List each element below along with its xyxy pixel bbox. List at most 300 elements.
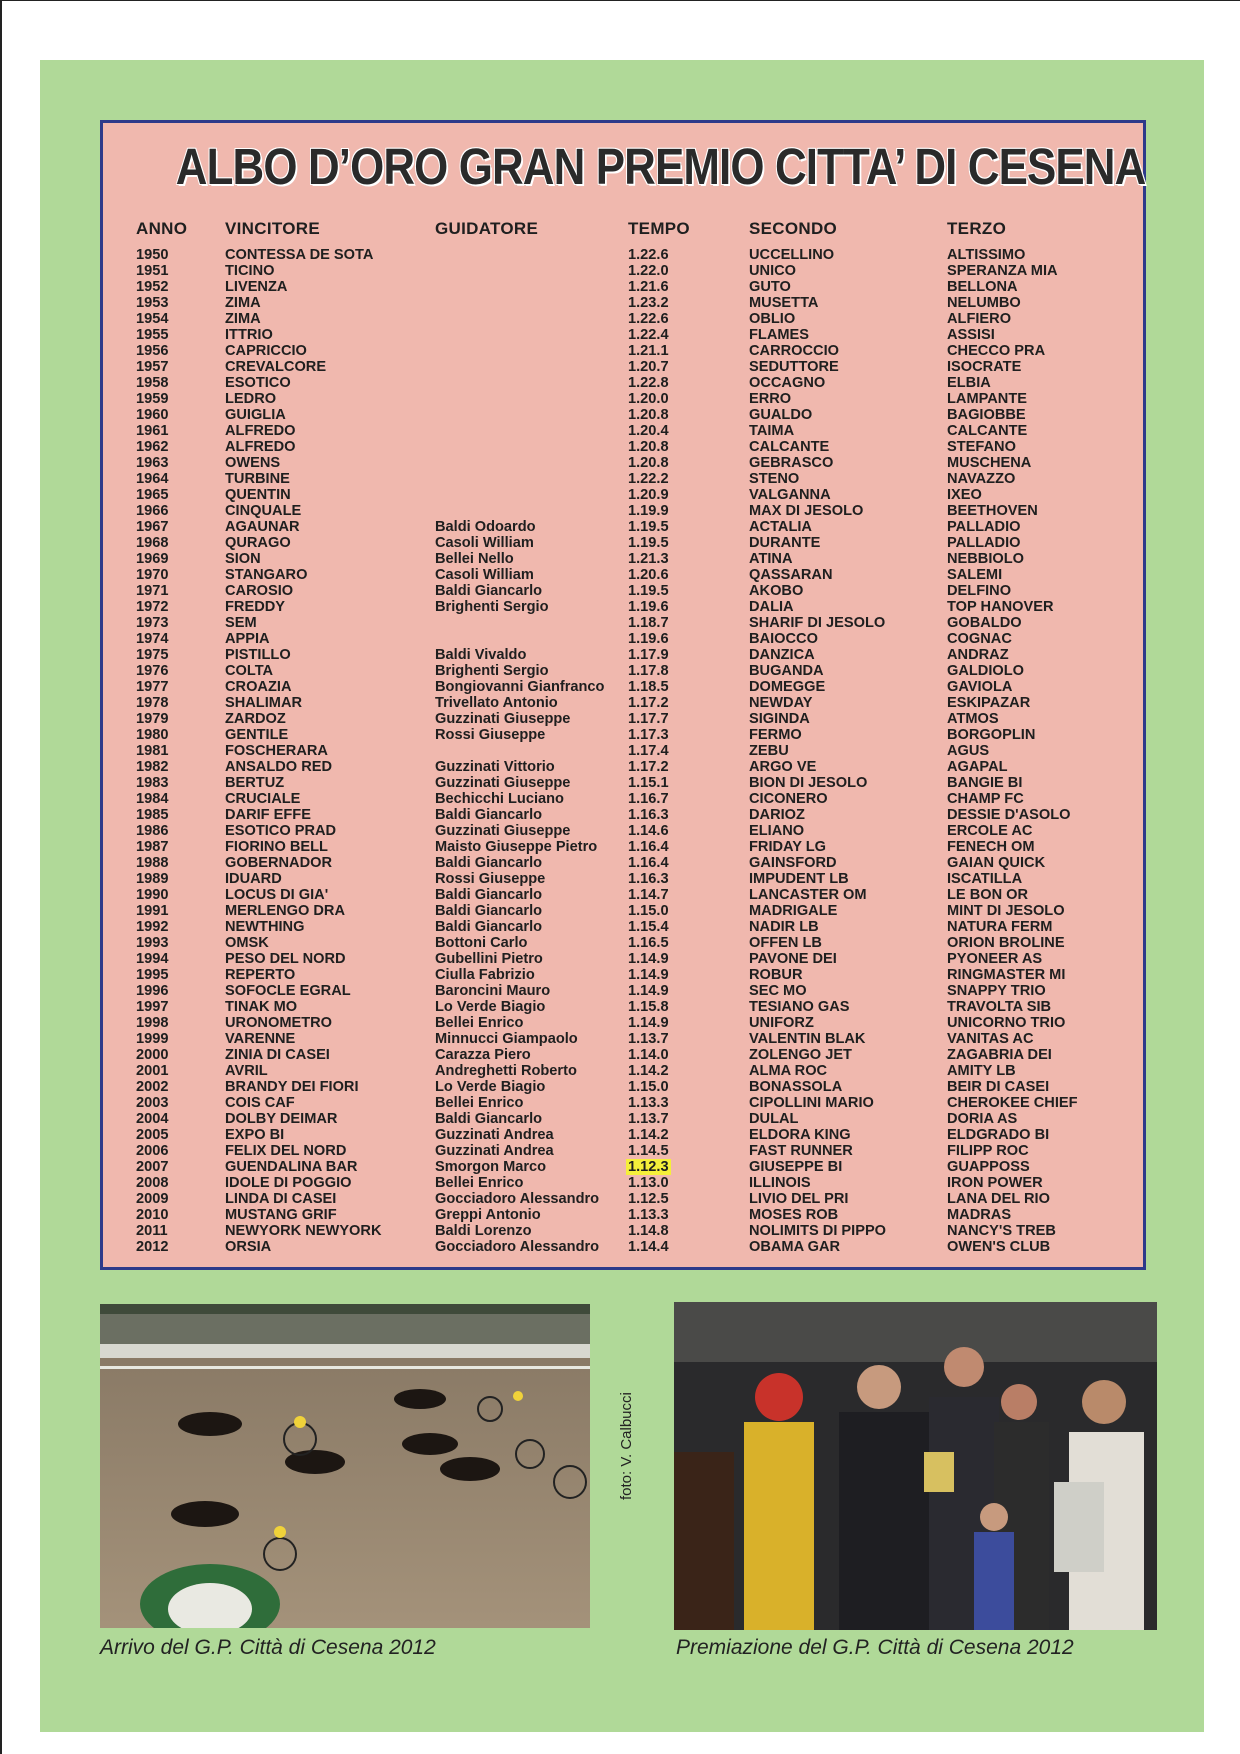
cell-secondo: DANZICA [749, 647, 815, 663]
cell-secondo: SIGINDA [749, 711, 810, 727]
cell-anno: 2012 [136, 1239, 169, 1255]
cell-vincitore: GUIGLIA [225, 407, 286, 423]
photo-credit: foto: V. Calbucci [618, 1392, 635, 1500]
cell-vincitore: ITTRIO [225, 327, 273, 343]
cell-terzo: LAMPANTE [947, 391, 1027, 407]
cell-tempo: 1.17.2 [628, 695, 669, 711]
table-row [103, 311, 1143, 327]
cell-terzo: TRAVOLTA SIB [947, 999, 1052, 1015]
cell-tempo: 1.19.5 [628, 535, 669, 551]
cell-vincitore: SHALIMAR [225, 695, 303, 711]
cell-terzo: SPERANZA MIA [947, 263, 1058, 279]
cell-vincitore: AVRIL [225, 1063, 268, 1079]
cell-anno: 1973 [136, 615, 169, 631]
cell-vincitore: BRANDY DEI FIORI [225, 1079, 359, 1095]
cell-tempo: 1.15.8 [628, 999, 669, 1015]
cell-tempo: 1.13.3 [628, 1207, 669, 1223]
table-row [103, 1015, 1143, 1031]
cell-vincitore: GUENDALINA BAR [225, 1159, 358, 1175]
cell-anno: 1962 [136, 439, 169, 455]
results-table [103, 247, 1143, 1255]
cell-vincitore: STANGARO [225, 567, 308, 583]
cell-terzo: AGAPAL [947, 759, 1008, 775]
cell-secondo: OBAMA GAR [749, 1239, 841, 1255]
cell-secondo: TESIANO GAS [749, 999, 850, 1015]
cell-terzo: GALDIOLO [947, 663, 1025, 679]
cell-guidatore: Baldi Giancarlo [435, 1111, 543, 1127]
cell-guidatore: Bellei Enrico [435, 1175, 524, 1191]
cell-anno: 1951 [136, 263, 169, 279]
table-row [103, 263, 1143, 279]
cell-anno: 2011 [136, 1223, 168, 1239]
table-row [103, 567, 1143, 583]
cell-terzo: ALTISSIMO [947, 247, 1026, 263]
cell-secondo: GUTO [749, 279, 791, 295]
table-row [103, 1143, 1143, 1159]
cell-anno: 1953 [136, 295, 169, 311]
cell-guidatore: Guzzinati Andrea [435, 1127, 554, 1143]
table-row [103, 1127, 1143, 1143]
cell-anno: 1968 [136, 535, 169, 551]
cell-anno: 1988 [136, 855, 169, 871]
cell-tempo: 1.20.8 [628, 455, 669, 471]
cell-vincitore: ALFREDO [225, 423, 296, 439]
cell-secondo: MUSETTA [749, 295, 819, 311]
cell-terzo: UNICORNO TRIO [947, 1015, 1066, 1031]
cell-vincitore: EXPO BI [225, 1127, 285, 1143]
table-row [103, 1175, 1143, 1191]
cell-guidatore: Baldi Giancarlo [435, 919, 543, 935]
cell-tempo: 1.13.7 [628, 1111, 669, 1127]
table-row [103, 455, 1143, 471]
cell-guidatore: Bellei Enrico [435, 1095, 524, 1111]
cell-tempo: 1.15.1 [628, 775, 669, 791]
cell-secondo: CIPOLLINI MARIO [749, 1095, 874, 1111]
table-row [103, 775, 1143, 791]
cell-guidatore: Smorgon Marco [435, 1159, 547, 1175]
cell-terzo: FENECH OM [947, 839, 1035, 855]
cell-vincitore: CREVALCORE [225, 359, 327, 375]
cell-terzo: BAGIOBBE [947, 407, 1026, 423]
cell-vincitore: CONTESSA DE SOTA [225, 247, 374, 263]
cell-secondo: GEBRASCO [749, 455, 834, 471]
cell-tempo: 1.19.5 [628, 583, 669, 599]
cell-guidatore: Greppi Antonio [435, 1207, 541, 1223]
cell-terzo: ISOCRATE [947, 359, 1022, 375]
header-vincitore: VINCITORE [225, 219, 320, 238]
cell-anno: 1992 [136, 919, 169, 935]
cell-terzo: NELUMBO [947, 295, 1021, 311]
cell-terzo: MINT DI JESOLO [947, 903, 1065, 919]
table-row [103, 343, 1143, 359]
cell-anno: 2009 [136, 1191, 169, 1207]
cell-anno: 2002 [136, 1079, 169, 1095]
cell-secondo: ROBUR [749, 967, 803, 983]
table-row [103, 679, 1143, 695]
table-row [103, 855, 1143, 871]
cell-anno: 1990 [136, 887, 169, 903]
cell-guidatore: Guzzinati Giuseppe [435, 711, 571, 727]
cell-tempo: 1.20.9 [628, 487, 669, 503]
cell-terzo: GUAPPOSS [947, 1159, 1030, 1175]
table-row [103, 1159, 1143, 1175]
cell-secondo: ZEBU [749, 743, 789, 759]
cell-tempo: 1.12.5 [628, 1191, 669, 1207]
cell-secondo: BAIOCCO [749, 631, 818, 647]
cell-terzo: BELLONA [947, 279, 1018, 295]
cell-vincitore: GOBERNADOR [225, 855, 333, 871]
cell-terzo: AMITY LB [947, 1063, 1016, 1079]
award-ceremony-photo [674, 1302, 1157, 1630]
cell-terzo: DORIA AS [947, 1111, 1018, 1127]
cell-tempo: 1.17.8 [628, 663, 669, 679]
table-row [103, 727, 1143, 743]
cell-guidatore: Baldi Giancarlo [435, 903, 543, 919]
cell-vincitore: MUSTANG GRIF [225, 1207, 337, 1223]
cell-terzo: FILIPP ROC [947, 1143, 1029, 1159]
cell-anno: 1974 [136, 631, 169, 647]
cell-anno: 1982 [136, 759, 169, 775]
cell-anno: 1976 [136, 663, 169, 679]
cell-terzo: ELBIA [947, 375, 991, 391]
cell-tempo: 1.16.3 [628, 807, 669, 823]
cell-guidatore: Minnucci Giampaolo [435, 1031, 578, 1047]
cell-secondo: MAX DI JESOLO [749, 503, 864, 519]
cell-guidatore: Bottoni Carlo [435, 935, 528, 951]
cell-secondo: FAST RUNNER [749, 1143, 853, 1159]
cell-anno: 2007 [136, 1159, 169, 1175]
cell-anno: 1971 [136, 583, 169, 599]
table-row [103, 951, 1143, 967]
table-row [103, 439, 1143, 455]
cell-tempo: 1.21.1 [628, 343, 669, 359]
cell-terzo: ORION BROLINE [947, 935, 1065, 951]
cell-vincitore: SION [225, 551, 261, 567]
cell-anno: 2003 [136, 1095, 169, 1111]
cell-guidatore: Gocciadoro Alessandro [435, 1239, 600, 1255]
cell-anno: 1952 [136, 279, 169, 295]
cell-tempo: 1.18.7 [628, 615, 669, 631]
cell-vincitore: ZIMA [225, 311, 261, 327]
page-title: ALBO D’ORO GRAN PREMIO CITTA’ DI CESENA [175, 138, 1146, 195]
cell-terzo: MADRAS [947, 1207, 1012, 1223]
cell-secondo: DARIOZ [749, 807, 805, 823]
cell-vincitore: FELIX DEL NORD [225, 1143, 347, 1159]
cell-vincitore: QURAGO [225, 535, 291, 551]
cell-guidatore: Bongiovanni Gianfranco [435, 679, 605, 695]
cell-vincitore: COLTA [225, 663, 274, 679]
cell-guidatore: Guzzinati Vittorio [435, 759, 555, 775]
cell-tempo: 1.17.3 [628, 727, 669, 743]
cell-vincitore: TINAK MO [225, 999, 298, 1015]
cell-anno: 1981 [136, 743, 169, 759]
cell-vincitore: ESOTICO [225, 375, 291, 391]
cell-secondo: BONASSOLA [749, 1079, 843, 1095]
table-row [103, 599, 1143, 615]
cell-anno: 2010 [136, 1207, 169, 1223]
cell-tempo: 1.20.8 [628, 407, 669, 423]
cell-terzo: ANDRAZ [947, 647, 1009, 663]
cell-secondo: ACTALIA [749, 519, 812, 535]
cell-vincitore: ZARDOZ [225, 711, 286, 727]
cell-terzo: DELFINO [947, 583, 1012, 599]
cell-terzo: AGUS [947, 743, 990, 759]
cell-vincitore: DOLBY DEIMAR [225, 1111, 338, 1127]
table-row [103, 423, 1143, 439]
table-row [103, 999, 1143, 1015]
cell-terzo: CHAMP FC [947, 791, 1024, 807]
cell-anno: 1991 [136, 903, 169, 919]
cell-secondo: NEWDAY [749, 695, 813, 711]
cell-tempo: 1.20.6 [628, 567, 669, 583]
cell-vincitore: CAROSIO [225, 583, 294, 599]
cell-guidatore: Casoli William [435, 535, 534, 551]
cell-terzo: GAIAN QUICK [947, 855, 1046, 871]
cell-tempo: 1.14.2 [628, 1127, 669, 1143]
table-row [103, 407, 1143, 423]
cell-tempo: 1.22.8 [628, 375, 669, 391]
cell-tempo: 1.20.7 [628, 359, 669, 375]
cell-tempo: 1.14.9 [628, 951, 669, 967]
cell-secondo: BUGANDA [749, 663, 824, 679]
cell-vincitore: CINQUALE [225, 503, 302, 519]
cell-vincitore: APPIA [225, 631, 270, 647]
cell-vincitore: GENTILE [225, 727, 289, 743]
cell-vincitore: FIORINO BELL [225, 839, 328, 855]
cell-guidatore: Baldi Giancarlo [435, 887, 543, 903]
cell-vincitore: ESOTICO PRAD [225, 823, 337, 839]
cell-secondo: UNIFORZ [749, 1015, 814, 1031]
cell-vincitore: ANSALDO RED [225, 759, 333, 775]
table-row [103, 759, 1143, 775]
table-row [103, 983, 1143, 999]
table-row [103, 375, 1143, 391]
cell-secondo: QASSARAN [749, 567, 833, 583]
cell-tempo: 1.23.2 [628, 295, 669, 311]
cell-secondo: FERMO [749, 727, 802, 743]
cell-guidatore: Baldi Lorenzo [435, 1223, 532, 1239]
cell-anno: 1960 [136, 407, 169, 423]
cell-tempo: 1.17.7 [628, 711, 669, 727]
cell-secondo: DURANTE [749, 535, 821, 551]
cell-secondo: MOSES ROB [749, 1207, 839, 1223]
cell-anno: 1961 [136, 423, 169, 439]
table-row [103, 1095, 1143, 1111]
cell-terzo: IRON POWER [947, 1175, 1043, 1191]
table-row [103, 871, 1143, 887]
cell-guidatore: Trivellato Antonio [435, 695, 558, 711]
table-row [103, 551, 1143, 567]
cell-secondo: FRIDAY LG [749, 839, 827, 855]
table-row [103, 519, 1143, 535]
cell-guidatore: Ciulla Fabrizio [435, 967, 535, 983]
cell-terzo: ELDGRADO BI [947, 1127, 1050, 1143]
cell-vincitore: FOSCHERARA [225, 743, 328, 759]
cell-terzo: NANCY'S TREB [947, 1223, 1056, 1239]
cell-guidatore: Casoli William [435, 567, 534, 583]
cell-anno: 1987 [136, 839, 169, 855]
cell-vincitore: ORSIA [225, 1239, 272, 1255]
table-row [103, 743, 1143, 759]
cell-vincitore: PESO DEL NORD [225, 951, 346, 967]
table-row [103, 647, 1143, 663]
cell-vincitore: FREDDY [225, 599, 285, 615]
cell-secondo: TAIMA [749, 423, 795, 439]
cell-guidatore: Lo Verde Biagio [435, 1079, 546, 1095]
table-row [103, 711, 1143, 727]
cell-anno: 1959 [136, 391, 169, 407]
cell-guidatore: Maisto Giuseppe Pietro [435, 839, 598, 855]
cell-anno: 1983 [136, 775, 169, 791]
cell-terzo: SNAPPY TRIO [947, 983, 1046, 999]
cell-secondo: ERRO [749, 391, 792, 407]
table-row [103, 887, 1143, 903]
cell-anno: 1997 [136, 999, 169, 1015]
cell-guidatore: Baldi Vivaldo [435, 647, 527, 663]
cell-anno: 1989 [136, 871, 169, 887]
header-guidatore: GUIDATORE [435, 219, 539, 238]
cell-tempo: 1.13.0 [628, 1175, 669, 1191]
cell-tempo: 1.14.5 [628, 1143, 669, 1159]
cell-tempo: 1.18.5 [628, 679, 669, 695]
caption-right: Premiazione del G.P. Città di Cesena 2012 [676, 1636, 1074, 1659]
table-row [103, 1207, 1143, 1223]
cell-secondo: ARGO VE [749, 759, 817, 775]
cell-secondo: UCCELLINO [749, 247, 835, 263]
table-row [103, 247, 1143, 263]
cell-tempo: 1.20.4 [628, 423, 669, 439]
cell-vincitore: TURBINE [225, 471, 290, 487]
cell-anno: 1978 [136, 695, 169, 711]
cell-guidatore: Baldi Giancarlo [435, 855, 543, 871]
cell-vincitore: DARIF EFFE [225, 807, 311, 823]
cell-vincitore: VARENNE [225, 1031, 296, 1047]
cell-tempo: 1.21.3 [628, 551, 669, 567]
cell-terzo: OWEN'S CLUB [947, 1239, 1051, 1255]
cell-anno: 1970 [136, 567, 169, 583]
table-row [103, 583, 1143, 599]
table-row [103, 1239, 1143, 1255]
cell-terzo: CHEROKEE CHIEF [947, 1095, 1078, 1111]
cell-secondo: GAINSFORD [749, 855, 837, 871]
cell-vincitore: MERLENGO DRA [225, 903, 345, 919]
cell-anno: 1980 [136, 727, 169, 743]
cell-secondo: IMPUDENT LB [749, 871, 849, 887]
cell-anno: 1955 [136, 327, 169, 343]
cell-anno: 2004 [136, 1111, 169, 1127]
cell-tempo: 1.15.0 [628, 1079, 669, 1095]
cell-secondo: VALENTIN BLAK [749, 1031, 866, 1047]
table-row [103, 807, 1143, 823]
cell-anno: 1998 [136, 1015, 169, 1031]
table-row [103, 663, 1143, 679]
cell-tempo: 1.20.8 [628, 439, 669, 455]
header-terzo: TERZO [947, 219, 1007, 238]
cell-vincitore: ZIMA [225, 295, 261, 311]
cell-secondo: LANCASTER OM [749, 887, 867, 903]
cell-secondo: NOLIMITS DI PIPPO [749, 1223, 887, 1239]
cell-tempo: 1.16.3 [628, 871, 669, 887]
cell-anno: 1979 [136, 711, 169, 727]
cell-vincitore: SOFOCLE EGRAL [225, 983, 351, 999]
cell-vincitore: QUENTIN [225, 487, 291, 503]
table-row [103, 839, 1143, 855]
cell-guidatore: Baldi Odoardo [435, 519, 536, 535]
cell-guidatore: Rossi Giuseppe [435, 727, 546, 743]
cell-terzo: ALFIERO [947, 311, 1012, 327]
cell-vincitore: TICINO [225, 263, 275, 279]
cell-anno: 1954 [136, 311, 169, 327]
cell-terzo: CALCANTE [947, 423, 1028, 439]
cell-secondo: GUALDO [749, 407, 813, 423]
cell-terzo: PALLADIO [947, 535, 1021, 551]
cell-secondo: LIVIO DEL PRI [749, 1191, 849, 1207]
cell-secondo: ATINA [749, 551, 793, 567]
cell-terzo: PALLADIO [947, 519, 1021, 535]
cell-terzo: ASSISI [947, 327, 995, 343]
cell-tempo: 1.12.3 [628, 1159, 669, 1175]
cell-anno: 1975 [136, 647, 169, 663]
cell-anno: 2001 [136, 1063, 169, 1079]
cell-secondo: OBLIO [749, 311, 796, 327]
cell-secondo: MADRIGALE [749, 903, 838, 919]
cell-vincitore: CROAZIA [225, 679, 292, 695]
cell-vincitore: REPERTO [225, 967, 296, 983]
cell-secondo: DOMEGGE [749, 679, 826, 695]
cell-vincitore: LOCUS DI GIA' [225, 887, 329, 903]
cell-terzo: BEETHOVEN [947, 503, 1038, 519]
cell-anno: 1965 [136, 487, 169, 503]
cell-tempo: 1.19.9 [628, 503, 669, 519]
cell-guidatore: Guzzinati Andrea [435, 1143, 554, 1159]
cell-anno: 1986 [136, 823, 169, 839]
cell-secondo: CICONERO [749, 791, 828, 807]
cell-secondo: SEDUTTORE [749, 359, 839, 375]
cell-terzo: NATURA FERM [947, 919, 1053, 935]
cell-guidatore: Guzzinati Giuseppe [435, 823, 571, 839]
cell-tempo: 1.14.4 [628, 1239, 669, 1255]
cell-anno: 1964 [136, 471, 169, 487]
cell-anno: 1999 [136, 1031, 169, 1047]
cell-vincitore: OMSK [225, 935, 269, 951]
cell-secondo: CARROCCIO [749, 343, 839, 359]
cell-terzo: MUSCHENA [947, 455, 1032, 471]
cell-tempo: 1.13.7 [628, 1031, 669, 1047]
cell-vincitore: LIVENZA [225, 279, 288, 295]
race-finish-photo [100, 1304, 590, 1628]
cell-vincitore: NEWYORK NEWYORK [225, 1223, 382, 1239]
table-row [103, 615, 1143, 631]
cell-tempo: 1.19.5 [628, 519, 669, 535]
cell-guidatore: Brighenti Sergio [435, 663, 549, 679]
cell-tempo: 1.20.0 [628, 391, 669, 407]
cell-secondo: ELDORA KING [749, 1127, 851, 1143]
cell-vincitore: BERTUZ [225, 775, 285, 791]
cell-vincitore: NEWTHING [225, 919, 305, 935]
cell-tempo: 1.16.7 [628, 791, 669, 807]
cell-tempo: 1.16.4 [628, 839, 669, 855]
cell-vincitore: SEM [225, 615, 257, 631]
cell-tempo: 1.22.6 [628, 311, 669, 327]
caption-left: Arrivo del G.P. Città di Cesena 2012 [100, 1636, 436, 1659]
table-row [103, 935, 1143, 951]
cell-vincitore: IDUARD [225, 871, 282, 887]
cell-secondo: STENO [749, 471, 800, 487]
cell-anno: 1963 [136, 455, 169, 471]
cell-tempo: 1.21.6 [628, 279, 669, 295]
cell-guidatore: Carazza Piero [435, 1047, 531, 1063]
cell-secondo: OFFEN LB [749, 935, 822, 951]
